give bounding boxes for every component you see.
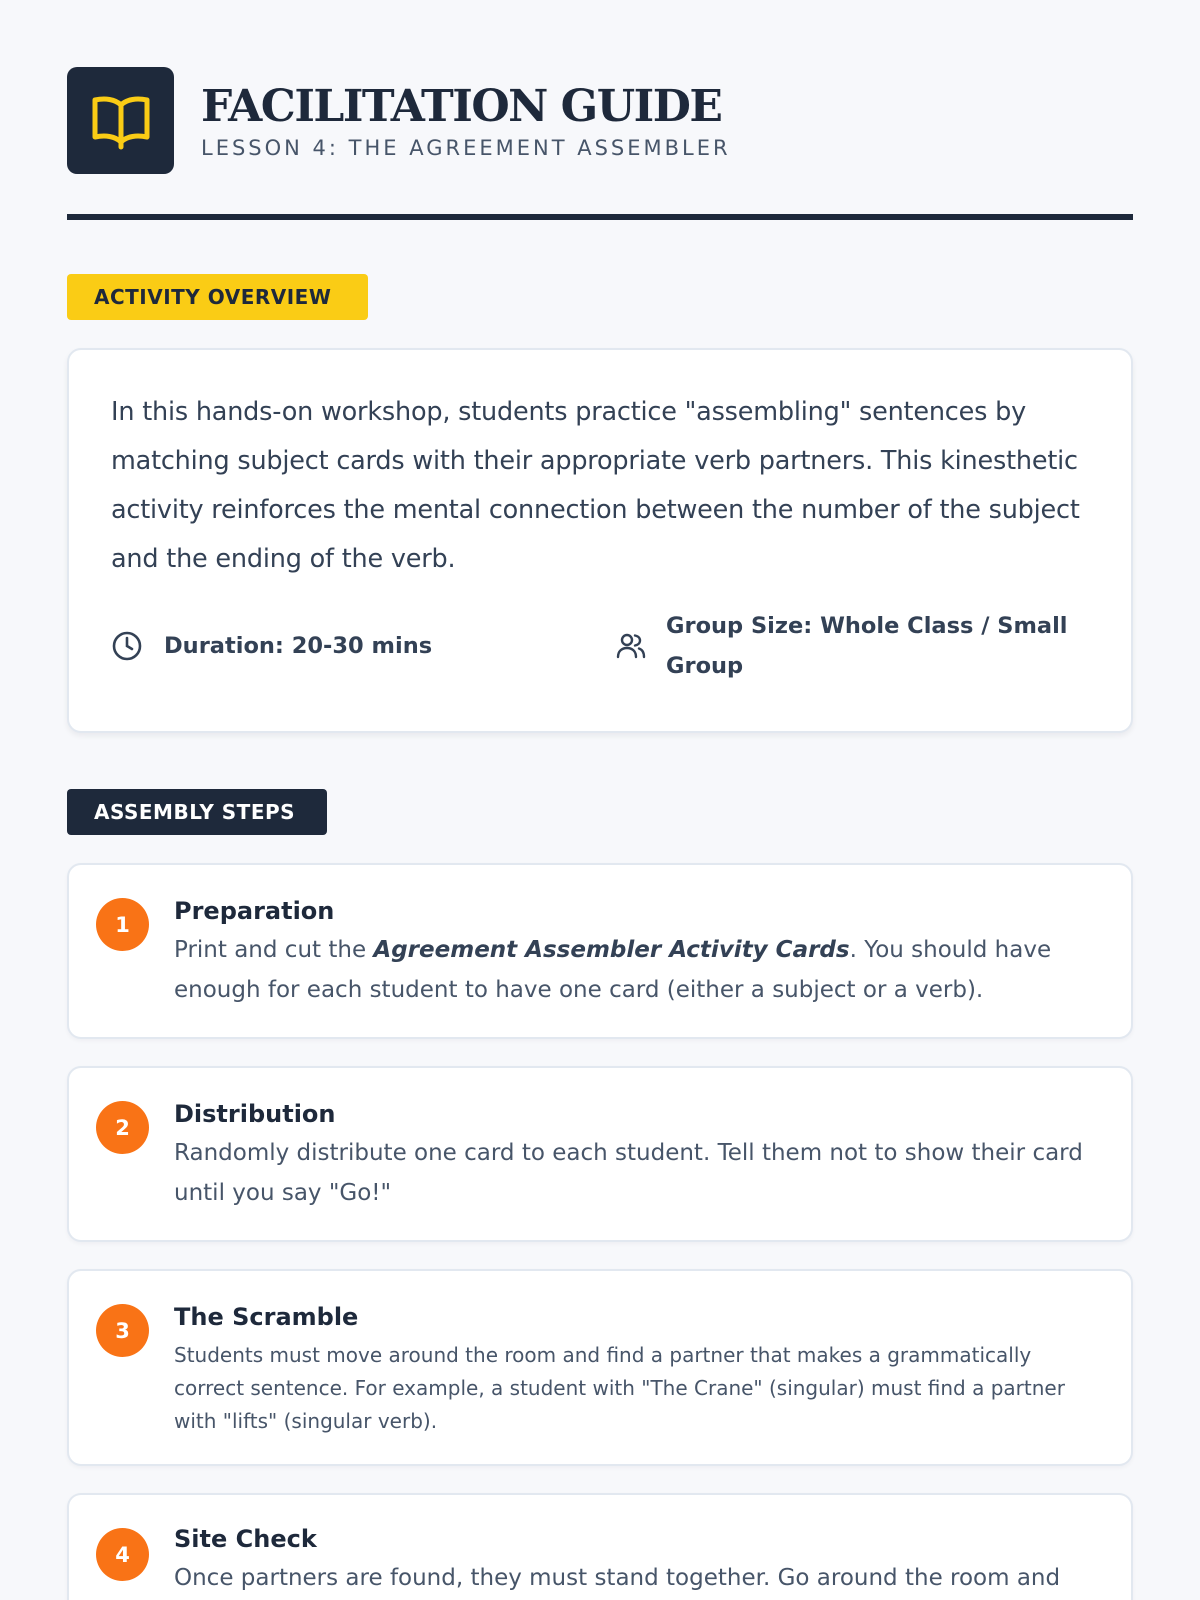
step-title: Site Check: [174, 1525, 317, 1553]
duration-label: Duration: 20-30 mins: [164, 633, 433, 659]
step-number-badge: 2: [96, 1101, 149, 1154]
group-size-label: Group Size: Whole Class / Small Group: [666, 613, 1068, 679]
step-card-1: [67, 863, 1133, 1039]
assembly-steps-tag: ASSEMBLY STEPS: [67, 789, 327, 835]
duration-info: [111, 626, 432, 666]
activity-cards-reference: Agreement Assembler Activity Cards: [373, 937, 850, 963]
step-number-badge: 3: [96, 1304, 149, 1357]
page: [67, 67, 1133, 1591]
step-number-badge: 4: [96, 1528, 149, 1581]
step-number-badge: 1: [96, 898, 149, 951]
step-body: Once partners are found, they must stand together. Go around the room and: [174, 1565, 1061, 1591]
step-body: Students must move around the room and find a partner that makes a grammatically correct sentence. For example, a student with "The Crane" (singular) must find a partner with "lifts" (singular verb).: [174, 1343, 1065, 1433]
users-icon: [615, 626, 647, 666]
overview-text: In this hands-on workshop, students practice "assembling" sentences by matching subject cards with their appropriate verb partners. This kinesthetic activity reinforces the mental connection between the number of the subject and the ending of the verb.: [111, 397, 1080, 574]
header-divider: [67, 214, 1133, 220]
step-card-2: [67, 1066, 1133, 1242]
activity-overview-tag: ACTIVITY OVERVIEW: [67, 274, 368, 320]
step-card-3: [67, 1269, 1133, 1466]
step-title: Preparation: [174, 897, 335, 925]
clock-icon: [111, 626, 143, 666]
page-subtitle: LESSON 4: THE AGREEMENT ASSEMBLER: [201, 135, 731, 160]
step-card-4: [67, 1493, 1133, 1600]
page-title: FACILITATION GUIDE: [201, 80, 722, 132]
step-title: The Scramble: [174, 1303, 359, 1331]
step-title: Distribution: [174, 1100, 336, 1128]
open-book-icon: [89, 91, 153, 151]
step-body: Randomly distribute one card to each student. Tell them not to show their card until you say "Go!": [174, 1140, 1083, 1206]
step-body: Print and cut the Agreement Assembler Activity Cards. You should have enough for each student to have one card (either a subject or a verb).: [174, 937, 1052, 1003]
group-size-info: [615, 606, 1076, 686]
overview-card: [67, 348, 1133, 733]
header: [67, 67, 1133, 174]
logo: [67, 67, 174, 174]
